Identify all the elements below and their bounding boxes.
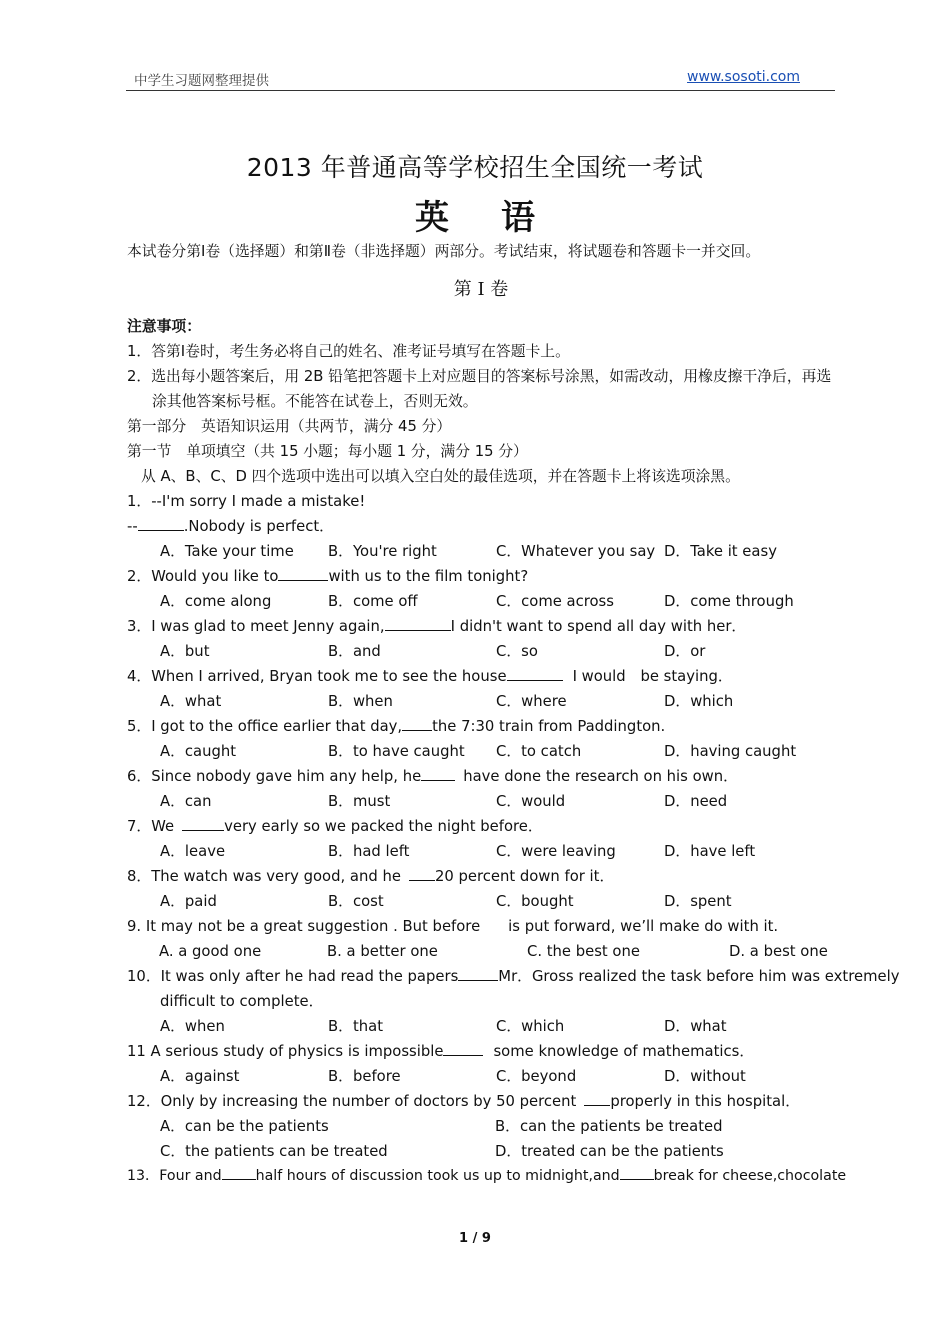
option-row bbox=[127, 589, 835, 614]
option-d[interactable]: D．spent bbox=[664, 893, 732, 910]
option-row bbox=[127, 1114, 835, 1139]
question-stem: -- .Nobody is perfect． bbox=[127, 514, 835, 539]
volume-heading: 第 Ⅰ 卷 bbox=[453, 279, 509, 300]
answer-blank bbox=[138, 515, 184, 531]
option-c[interactable]: C．come across bbox=[496, 593, 614, 610]
option-c[interactable]: C．bought bbox=[496, 893, 574, 910]
option-c[interactable]: C．to catch bbox=[496, 743, 582, 760]
option-c[interactable]: C．the patients can be treated bbox=[160, 1143, 388, 1160]
option-row bbox=[127, 889, 835, 914]
option-row bbox=[127, 939, 835, 964]
option-c[interactable]: C．which bbox=[496, 1018, 565, 1035]
option-b[interactable]: B．must bbox=[328, 793, 391, 810]
notes-heading: 注意事项： bbox=[127, 318, 201, 335]
option-b[interactable]: B. a better one bbox=[327, 943, 438, 960]
option-row bbox=[127, 539, 835, 564]
option-b[interactable]: B．can the patients be treated bbox=[495, 1118, 723, 1135]
option-d[interactable]: D. a best one bbox=[729, 943, 828, 960]
question-stem: 10．It was only after he had read the papers Mr．Gross realized the task before him was extremely bbox=[127, 964, 835, 989]
option-row bbox=[127, 789, 835, 814]
option-row bbox=[127, 689, 835, 714]
option-b[interactable]: B．You're right bbox=[328, 543, 437, 560]
option-a[interactable]: A．against bbox=[160, 1068, 240, 1085]
question-stem: 4．When I arrived, Bryan took me to see the house I would be staying． bbox=[127, 664, 835, 689]
answer-blank bbox=[385, 615, 451, 631]
option-b[interactable]: B．come off bbox=[328, 593, 418, 610]
option-c[interactable]: C．would bbox=[496, 793, 566, 810]
note-item: 2．选出每小题答案后，用 2B 铅笔把答题卡上对应题目的答案标号涂黑，如需改动，用橡皮擦干净后，再选涂其他答案标号框。不能答在试卷上，否则无效。 bbox=[127, 368, 832, 410]
instruction: 从 A、B、C、D 四个选项中选出可以填入空白处的最佳选项，并在答题卡上将该选项涂黑。 bbox=[141, 468, 740, 485]
option-a[interactable]: A．caught bbox=[160, 743, 237, 760]
option-c[interactable]: C．so bbox=[496, 643, 538, 660]
option-b[interactable]: B．cost bbox=[328, 893, 384, 910]
answer-blank bbox=[409, 865, 435, 881]
option-a[interactable]: A．can bbox=[160, 793, 212, 810]
question-stem: 9. It may not be a great suggestion . But before is put forward, we’ll make do with it. bbox=[127, 918, 779, 935]
exam-subject: 英语 bbox=[415, 198, 587, 238]
option-c[interactable]: C．Whatever you say bbox=[496, 543, 656, 560]
option-d[interactable]: D．come through bbox=[664, 593, 794, 610]
option-a[interactable]: A．can be the patients bbox=[160, 1118, 329, 1135]
answer-blank bbox=[222, 1164, 256, 1180]
answer-blank bbox=[443, 1040, 483, 1056]
question-stem: 7．We very early so we packed the night before． bbox=[127, 814, 835, 839]
answer-blank bbox=[458, 965, 498, 981]
answer-blank bbox=[278, 565, 328, 581]
option-a[interactable]: A．come along bbox=[160, 593, 272, 610]
option-d[interactable]: D．need bbox=[664, 793, 728, 810]
question-stem: 12．Only by increasing the number of doctors by 50 percent properly in this hospital． bbox=[127, 1089, 835, 1114]
option-c[interactable]: C．beyond bbox=[496, 1068, 577, 1085]
option-d[interactable]: D．treated can be the patients bbox=[495, 1143, 724, 1160]
option-row bbox=[127, 839, 835, 864]
option-b[interactable]: B．and bbox=[328, 643, 381, 660]
option-a[interactable]: A. a good one bbox=[159, 943, 262, 960]
option-d[interactable]: D．having caught bbox=[664, 743, 797, 760]
option-a[interactable]: A．when bbox=[160, 1018, 225, 1035]
option-a[interactable]: A．Take your time bbox=[160, 543, 294, 560]
question-stem: 11 A serious study of physics is impossible some knowledge of mathematics． bbox=[127, 1039, 835, 1064]
option-b[interactable]: B．had left bbox=[328, 843, 410, 860]
option-c[interactable]: C．were leaving bbox=[496, 843, 616, 860]
question-stem: 2．Would you like to with us to the film tonight? bbox=[127, 564, 835, 589]
header-website-link[interactable]: www.sosoti.com bbox=[687, 69, 800, 85]
option-d[interactable]: D．have left bbox=[664, 843, 756, 860]
option-b[interactable]: B．when bbox=[328, 693, 393, 710]
option-b[interactable]: B．to have caught bbox=[328, 743, 465, 760]
page-number: 1 / 9 bbox=[459, 1231, 491, 1246]
header-divider bbox=[126, 90, 835, 91]
option-a[interactable]: A．paid bbox=[160, 893, 217, 910]
intro-paragraph: 本试卷分第Ⅰ卷（选择题）和第Ⅱ卷（非选择题）两部分。考试结束，将试题卷和答题卡一并交回。 bbox=[127, 243, 761, 260]
answer-blank bbox=[584, 1090, 610, 1106]
question-stem: 1．--I'm sorry I made a mistake! bbox=[127, 493, 366, 510]
answer-blank bbox=[620, 1164, 654, 1180]
option-d[interactable]: D．what bbox=[664, 1018, 727, 1035]
option-d[interactable]: D．or bbox=[664, 643, 706, 660]
option-d[interactable]: D．which bbox=[664, 693, 734, 710]
part-heading: 第一部分 英语知识运用（共两节，满分 45 分） bbox=[127, 418, 452, 435]
option-a[interactable]: A．but bbox=[160, 643, 210, 660]
question-stem-continued: difficult to complete． bbox=[160, 993, 324, 1010]
option-a[interactable]: A．leave bbox=[160, 843, 226, 860]
exam-title: 2013 年普通高等学校招生全国统一考试 bbox=[246, 153, 704, 182]
header-source: 中学生习题网整理提供 bbox=[134, 73, 269, 89]
option-row bbox=[127, 639, 835, 664]
exam-content bbox=[127, 239, 900, 1189]
note-item: 1．答第Ⅰ卷时，考生务必将自己的姓名、准考证号填写在答题卡上。 bbox=[127, 343, 570, 360]
option-c[interactable]: C. the best one bbox=[527, 943, 640, 960]
option-d[interactable]: D．without bbox=[664, 1068, 746, 1085]
option-row bbox=[127, 1139, 835, 1164]
option-b[interactable]: B．that bbox=[328, 1018, 383, 1035]
answer-blank bbox=[182, 815, 224, 831]
question-stem: 3．I was glad to meet Jenny again, I didn't want to spend all day with her． bbox=[127, 614, 835, 639]
answer-blank bbox=[402, 715, 432, 731]
question-stem: 13．Four and half hours of discussion took us up to midnight,and break for cheese,chocolate bbox=[127, 1164, 835, 1189]
section-heading: 第一节 单项填空（共 15 小题；每小题 1 分，满分 15 分） bbox=[127, 443, 528, 460]
option-d[interactable]: D．Take it easy bbox=[664, 543, 777, 560]
question-stem: 6．Since nobody gave him any help, he have done the research on his own． bbox=[127, 764, 835, 789]
answer-blank bbox=[421, 765, 455, 781]
answer-blank bbox=[507, 665, 563, 681]
option-row bbox=[127, 1014, 835, 1039]
question-stem: 8．The watch was very good, and he 20 percent down for it． bbox=[127, 864, 835, 889]
option-row bbox=[127, 739, 835, 764]
option-b[interactable]: B．before bbox=[328, 1068, 401, 1085]
option-row bbox=[127, 1064, 835, 1089]
option-a[interactable]: A．what bbox=[160, 693, 222, 710]
question-stem: 5．I got to the office earlier that day, the 7:30 train from Paddington. bbox=[127, 714, 835, 739]
option-c[interactable]: C．where bbox=[496, 693, 567, 710]
